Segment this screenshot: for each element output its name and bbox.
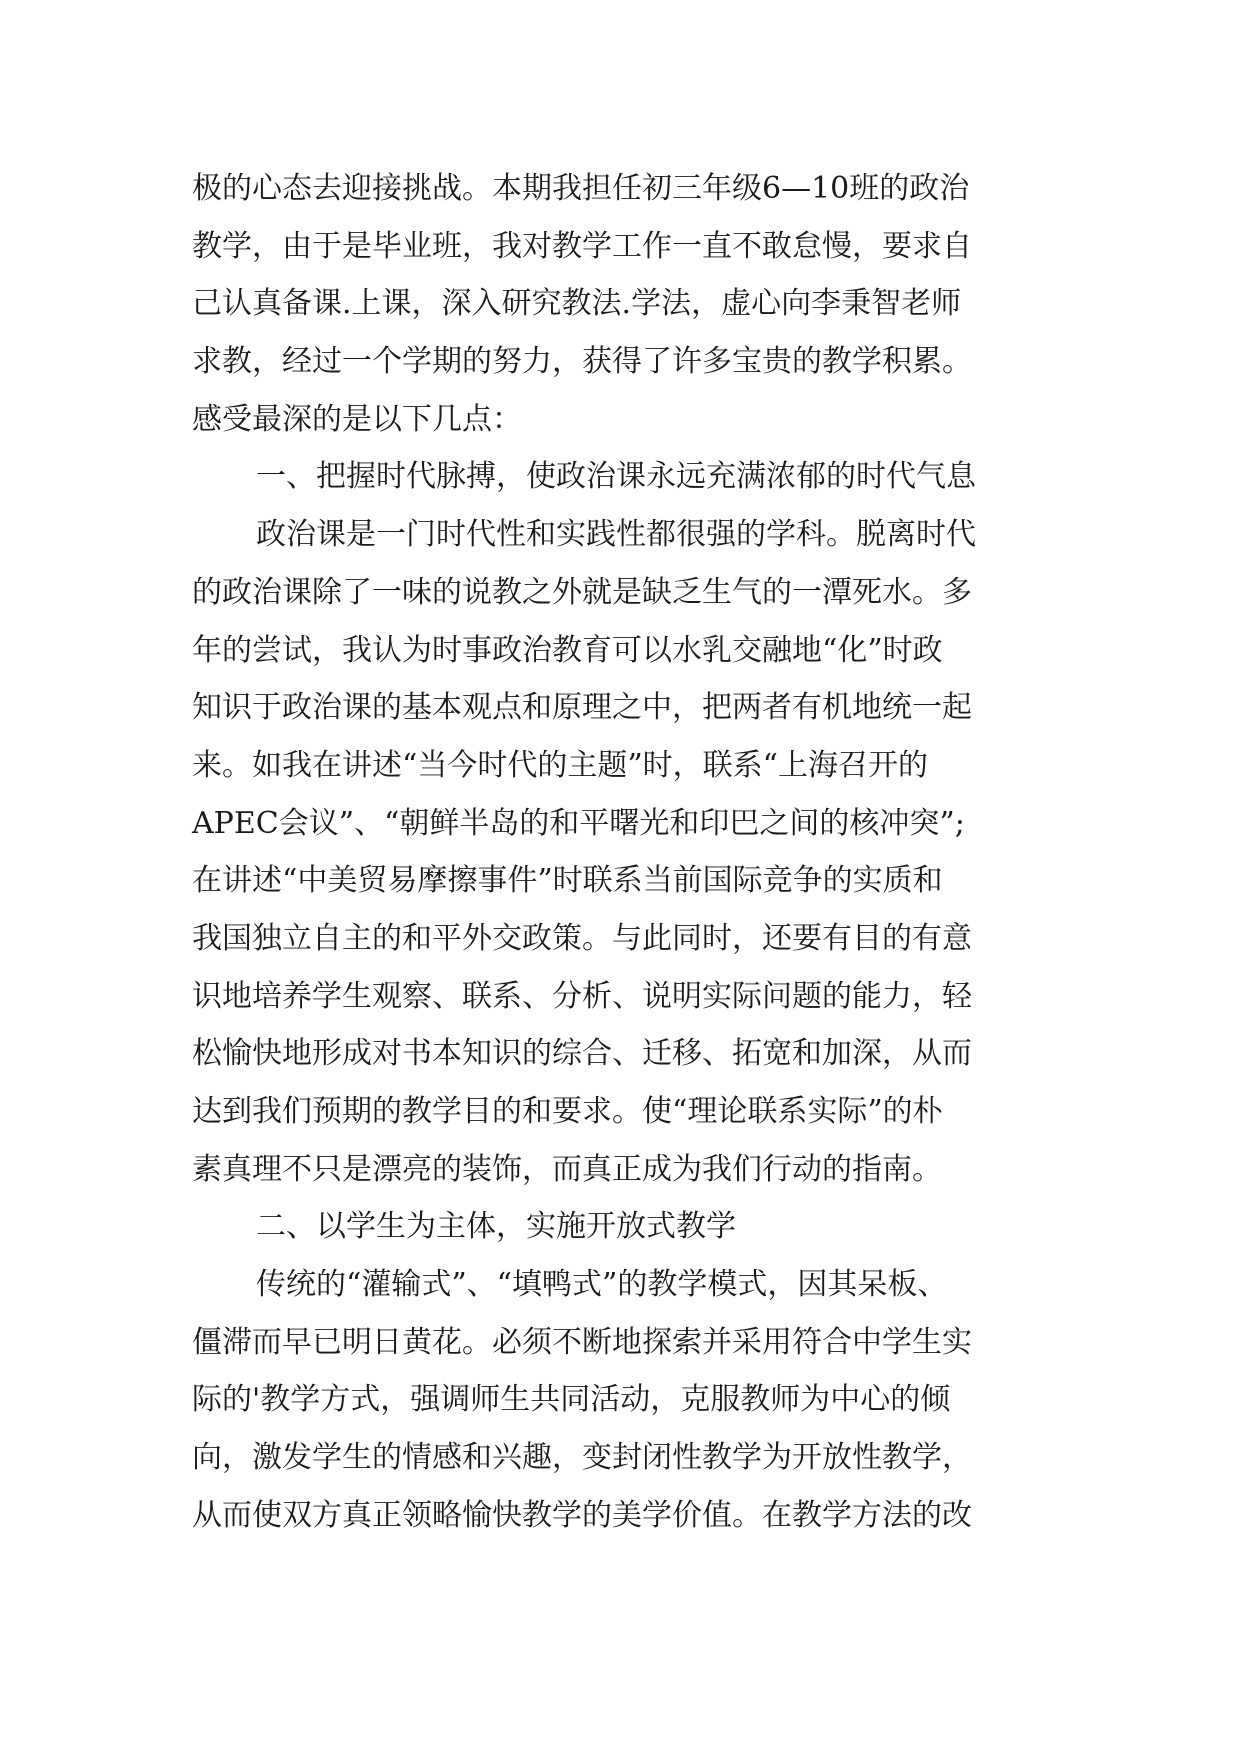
paragraph-line: 教学，由于是毕业班，我对教学工作一直不敢怠慢，要求自 <box>192 228 972 264</box>
paragraph-line: 求教，经过一个学期的努力，获得了许多宝贵的教学积累。 <box>192 344 972 380</box>
paragraph-line: 政治课是一门时代性和实践性都很强的学科。脱离时代 <box>256 517 976 553</box>
paragraph-line: 松愉快地形成对书本知识的综合、迁移、拓宽和加深，从而 <box>192 1036 972 1072</box>
paragraph-line: 年的尝试，我认为时事政治教育可以水乳交融地“化”时政 <box>192 632 943 668</box>
paragraph-line: 素真理不只是漂亮的装饰，而真正成为我们行动的指南。 <box>192 1151 942 1187</box>
paragraph-line: 向，激发学生的情感和兴趣，变封闭性教学为开放性教学， <box>192 1440 972 1476</box>
paragraph-line: 识地培养学生观察、联系、分析、说明实际问题的能力，轻 <box>192 978 972 1014</box>
paragraph-line: 来。如我在讲述“当今时代的主题”时，联系“上海召开的 <box>192 747 929 783</box>
paragraph-line: 传统的“灌输式”、“填鸭式”的教学模式，因其呆板、 <box>256 1267 948 1303</box>
document-body <box>192 160 1072 1545</box>
paragraph-line: 我国独立自主的和平外交政策。与此同时，还要有目的有意 <box>192 920 972 956</box>
paragraph-line: 在讲述“中美贸易摩擦事件”时联系当前国际竞争的实质和 <box>192 863 943 899</box>
paragraph-line: 的政治课除了一味的说教之外就是缺乏生气的一潭死水。多 <box>192 574 972 610</box>
paragraph-line: APEC会议”、“朝鲜半岛的和平曙光和印巴之间的核冲突”; <box>192 805 965 841</box>
section-heading: 一、把握时代脉搏，使政治课永远充满浓郁的时代气息 <box>256 459 976 495</box>
paragraph-line: 达到我们预期的教学目的和要求。使“理论联系实际”的朴 <box>192 1094 943 1129</box>
paragraph-line: 己认真备课.上课，深入研究教法.学法，虚心向李秉智老师 <box>192 286 962 322</box>
paragraph-line: 际的'教学方式，强调师生共同活动，克服教师为中心的倾 <box>192 1382 951 1418</box>
paragraph-line: 感受最深的是以下几点： <box>192 401 522 437</box>
paragraph-line: 极的心态去迎接挑战。本期我担任初三年级6—10班的政治 <box>192 171 970 206</box>
section-heading: 二、以学生为主体，实施开放式教学 <box>256 1209 736 1245</box>
paragraph-line: 从而使双方真正领略愉快教学的美学价值。在教学方法的改 <box>192 1497 972 1533</box>
paragraph-line: 知识于政治课的基本观点和原理之中，把两者有机地统一起 <box>192 690 972 726</box>
paragraph-line: 僵滞而早已明日黄花。必须不断地探索并采用符合中学生实 <box>192 1324 972 1360</box>
